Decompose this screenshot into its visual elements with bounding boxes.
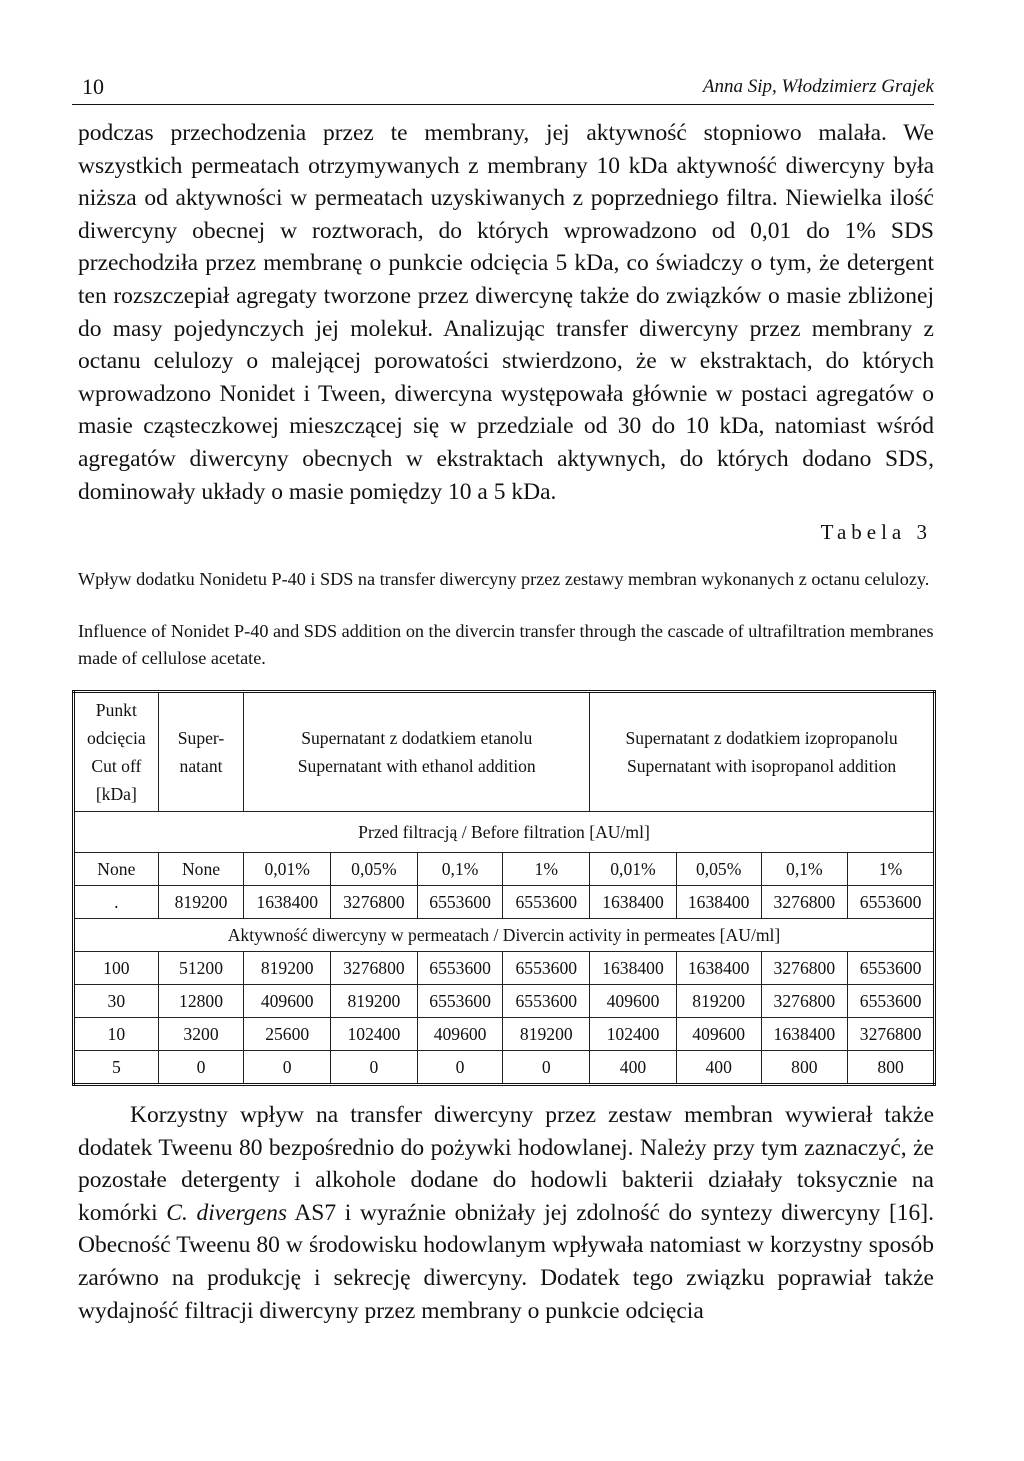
table-cell: 30	[74, 985, 159, 1018]
section-before-filtration: Przed filtracją / Before filtration [AU/ml]	[74, 812, 935, 853]
conc-cell: 0,1%	[417, 853, 503, 886]
page-number: 10	[82, 74, 104, 99]
body-paragraph-1: podczas przechodzenia przez te membrany, jej aktywność stopniowo malała. We wszystkich permeatach otrzymywanych z membrany 10 kDa aktywność diwercyny była niższa od aktywności w permeatach uzyskiwanych z poprzedniego filtra. Niewielka ilość diwercyny obecnej w roztworach, do których wprowadzono od 0,01 do 1% SDS przechodziła przez membranę o punkcie odcięcia 5 kDa, co świadczy o tym, że detergent ten rozszczepiał agregaty tworzone przez diwercynę także do związków o masie zbliżonej do masy pojedynczych jej molekuł. Analizując transfer diwercyny przez membrany z octanu celulozy o malejącej porowatości stwierdzono, że w ekstraktach, do których wprowadzono Nonidet i Tween, diwercyna występowała głównie w postaci agregatów o masie cząsteczkowej mieszczącej się w przedziale od 30 do 10 kDa, natomiast wśród agregatów diwercyny obecnych w ekstraktach aktywnych, do których dodano SDS, dominowały układy o masie pomiędzy 10 a 5 kDa.	[78, 120, 934, 505]
table-row	[74, 1051, 935, 1085]
table-row	[74, 1018, 935, 1051]
table-cell: 100	[74, 952, 159, 985]
table-cell: 12800	[158, 985, 244, 1018]
conc-cell: 0,01%	[244, 853, 331, 886]
header-cutoff	[74, 692, 159, 812]
table-cell: 0	[331, 1051, 418, 1085]
before-filtration-row	[74, 886, 935, 919]
table-cell: 1638400	[676, 952, 761, 985]
table-row	[74, 952, 935, 985]
conc-cell: None	[158, 853, 244, 886]
table-cell: 6553600	[417, 952, 503, 985]
table-cell: 3200	[158, 1018, 244, 1051]
header-ethanol-english: Supernatant with ethanol addition	[297, 756, 536, 776]
table-cell: 819200	[676, 985, 761, 1018]
table-cell: 3276800	[761, 985, 848, 1018]
data-table-container	[72, 690, 936, 1086]
table-cell: 0	[244, 1051, 331, 1085]
table-cell: 400	[676, 1051, 761, 1085]
before-cell: 1638400	[244, 886, 331, 919]
table-header-row	[74, 692, 935, 812]
conc-cell: 0,05%	[331, 853, 418, 886]
conc-cell: None	[74, 853, 159, 886]
table-cell: 5	[74, 1051, 159, 1085]
header-supernatant-line: natant	[179, 756, 223, 776]
table-cell: 409600	[590, 985, 677, 1018]
before-cell: 1638400	[590, 886, 677, 919]
table-label: Tabela 3	[820, 520, 932, 544]
conc-cell: 0,05%	[676, 853, 761, 886]
table-cell: 819200	[331, 985, 418, 1018]
table-cell: 51200	[158, 952, 244, 985]
table-cell: 1638400	[761, 1018, 848, 1051]
page-header	[72, 72, 934, 105]
section-row-permeates	[74, 919, 935, 952]
running-head-authors: Anna Sip, Włodzimierz Grajek	[702, 76, 934, 97]
table-cell: 409600	[244, 985, 331, 1018]
table-cell: 3276800	[331, 952, 418, 985]
conc-cell: 1%	[503, 853, 590, 886]
table-cell: 800	[761, 1051, 848, 1085]
before-cell: 6553600	[848, 886, 935, 919]
header-ethanol	[244, 692, 590, 812]
concentration-row	[74, 853, 935, 886]
table-caption-english: Influence of Nonidet P-40 and SDS addition on the divercin transfer through the cascade of ultrafiltration membranes made of cellulose acetate.	[78, 621, 934, 668]
header-isopropanol	[590, 692, 935, 812]
divercin-transfer-table	[72, 690, 936, 1086]
header-cutoff-line: [kDa]	[95, 784, 137, 804]
table-cell: 3276800	[848, 1018, 935, 1051]
conc-cell: 0,1%	[761, 853, 848, 886]
before-cell: 1638400	[676, 886, 761, 919]
table-cell: 6553600	[848, 985, 935, 1018]
conc-cell: 0,01%	[590, 853, 677, 886]
table-cell: 409600	[676, 1018, 761, 1051]
header-cutoff-line: Punkt	[95, 700, 137, 720]
table-cell: 25600	[244, 1018, 331, 1051]
table-cell: 0	[503, 1051, 590, 1085]
before-cell: 6553600	[417, 886, 503, 919]
table-cell: 6553600	[503, 985, 590, 1018]
header-cutoff-line: Cut off	[91, 756, 142, 776]
table-cell: 0	[158, 1051, 244, 1085]
species-name: C. divergens	[166, 1199, 287, 1226]
paragraph2-text-start: Korzystny wpływ na transfer diwercyny przez zestaw membran wywierał także dodatek Tweenu 80 bezpośrednio do pożywki hodowlanej. Należy przy tym zaznaczyć, że pozostałe detergenty i alkohole dodane do hodowli bakterii działały toksycznie na komórki	[78, 1102, 934, 1226]
table-cell: 10	[74, 1018, 159, 1051]
table-cell: 102400	[331, 1018, 418, 1051]
before-cell: 6553600	[503, 886, 590, 919]
table-cell: 0	[417, 1051, 503, 1085]
before-cell: 3276800	[761, 886, 848, 919]
table-cell: 409600	[417, 1018, 503, 1051]
header-isopropanol-polish: Supernatant z dodatkiem izopropanolu	[625, 728, 898, 748]
table-cell: 1638400	[590, 952, 677, 985]
table-cell: 3276800	[761, 952, 848, 985]
conc-cell: 1%	[848, 853, 935, 886]
header-supernatant	[158, 692, 244, 812]
table-cell: 800	[848, 1051, 935, 1085]
header-ethanol-polish: Supernatant z dodatkiem etanolu	[301, 728, 533, 748]
table-cell: 6553600	[417, 985, 503, 1018]
table-caption-polish: Wpływ dodatku Nonidetu P-40 i SDS na transfer diwercyny przez zestawy membran wykonanych z octanu celulozy.	[78, 569, 930, 589]
section-row-before-filtration	[74, 812, 935, 853]
table-row	[74, 985, 935, 1018]
table-cell: 6553600	[848, 952, 935, 985]
header-cutoff-line: odcięcia	[87, 728, 146, 748]
table-cell: 400	[590, 1051, 677, 1085]
section-permeates: Aktywność diwercyny w permeatach / Divercin activity in permeates [AU/ml]	[74, 919, 935, 952]
header-isopropanol-english: Supernatant with isopropanol addition	[626, 756, 897, 776]
body-paragraph-2	[78, 1099, 934, 1327]
before-cell: 819200	[158, 886, 244, 919]
paragraph2-text-end: AS7 i wyraźnie obniżały jej zdolność do syntezy diwercyny [16]. Obecność Tweenu 80 w środowisku hodowlanym wpływała natomiast w korzystny sposób zarówno na produkcję i sekrecję diwercyny. Dodatek tego związku poprawiał także wydajność filtracji diwercyny przez membrany o punkcie odcięcia	[78, 1199, 934, 1324]
before-cell: 3276800	[331, 886, 418, 919]
header-supernatant-line: Super-	[177, 728, 225, 748]
table-cell: 819200	[503, 1018, 590, 1051]
before-cell: .	[74, 886, 159, 919]
table-cell: 6553600	[503, 952, 590, 985]
table-cell: 102400	[590, 1018, 677, 1051]
table-cell: 819200	[244, 952, 331, 985]
